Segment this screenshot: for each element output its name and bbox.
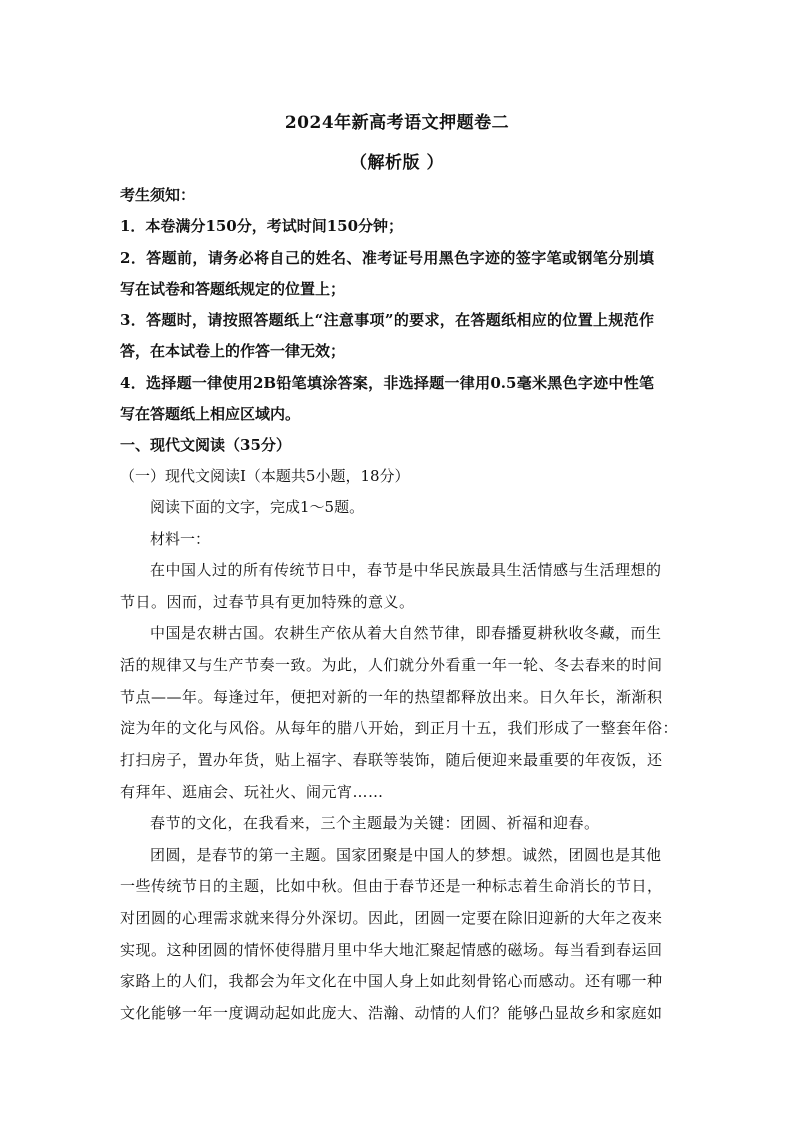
passage-line: 文化能够一年一度调动起如此庞大、浩瀚、动情的人们？能够凸显故乡和家庭如 <box>120 1004 663 1022</box>
passage-line: 打扫房子，置办年货，贴上福字、春联等装饰，随后便迎来最重要的年夜饭，还 <box>120 751 663 769</box>
notice-item: 4．选择题一律使用2B铅笔填涂答案，非选择题一律用0.5毫米黑色字迹中性笔 <box>120 374 654 392</box>
passage-line: 实现。这种团圆的情怀使得腊月里中华大地汇聚起情感的磁场。每当看到春运回 <box>120 941 663 959</box>
reading-instruction: 阅读下面的文字，完成1～5题。 <box>150 498 365 516</box>
notice-heading: 考生须知： <box>120 186 196 204</box>
passage-line: 有拜年、逛庙会、玩社火、闹元宵…… <box>120 783 384 801</box>
passage-line: 节点——年。每逢过年，便把对新的一年的热望都释放出来。日久年长，渐渐积 <box>120 688 663 706</box>
section-subheading: （一）现代文阅读Ⅰ（本题共5小题，18分） <box>120 467 410 485</box>
page-title: 2024年新高考语文押题卷二 <box>284 113 510 133</box>
page-subtitle: （解析版 ） <box>350 153 444 173</box>
section-heading: 一、现代文阅读（35分） <box>120 436 291 454</box>
passage-line: 一些传统节日的主题，比如中秋。但由于春节还是一种标志着生命消长的节日， <box>120 877 663 895</box>
passage-line: 春节的文化，在我看来，三个主题最为关键：团圆、祈福和迎春。 <box>150 814 600 832</box>
notice-item: 写在答题纸上相应区域内。 <box>120 405 301 423</box>
material-label: 材料一： <box>150 530 211 548</box>
passage-line: 团圆，是春节的第一主题。国家团聚是中国人的梦想。诚然，团圆也是其他 <box>150 846 662 864</box>
passage-line: 家路上的人们，我都会为年文化在中国人身上如此刻骨铭心而感动。还有哪一种 <box>120 972 663 990</box>
passage-line: 对团圆的心理需求就来得分外深切。因此，团圆一定要在除旧迎新的大年之夜来 <box>120 909 663 927</box>
passage-line: 淀为年的文化与风俗。从每年的腊八开始，到正月十五，我们形成了一整套年俗： <box>120 719 679 737</box>
notice-item: 1．本卷满分150分，考试时间150分钟； <box>120 217 404 235</box>
passage-line: 活的规律又与生产节奏一致。为此，人们就分外看重一年一轮、冬去春来的时间 <box>120 656 663 674</box>
passage-line: 节日。因而，过春节具有更加特殊的意义。 <box>120 593 415 611</box>
notice-item: 写在试卷和答题纸规定的位置上； <box>120 280 346 298</box>
notice-item: 答，在本试卷上的作答一律无效； <box>120 342 346 360</box>
passage-line: 中国是农耕古国。农耕生产依从着大自然节律，即春播夏耕秋收冬藏，而生 <box>150 624 662 642</box>
passage-line: 在中国人过的所有传统节日中，春节是中华民族最具生活情感与生活理想的 <box>150 561 662 579</box>
notice-item: 2．答题前，请务必将自己的姓名、准考证号用黑色字迹的签字笔或钢笔分别填 <box>120 249 654 267</box>
notice-item: 3．答题时，请按照答题纸上“注意事项”的要求，在答题纸相应的位置上规范作 <box>120 311 654 329</box>
